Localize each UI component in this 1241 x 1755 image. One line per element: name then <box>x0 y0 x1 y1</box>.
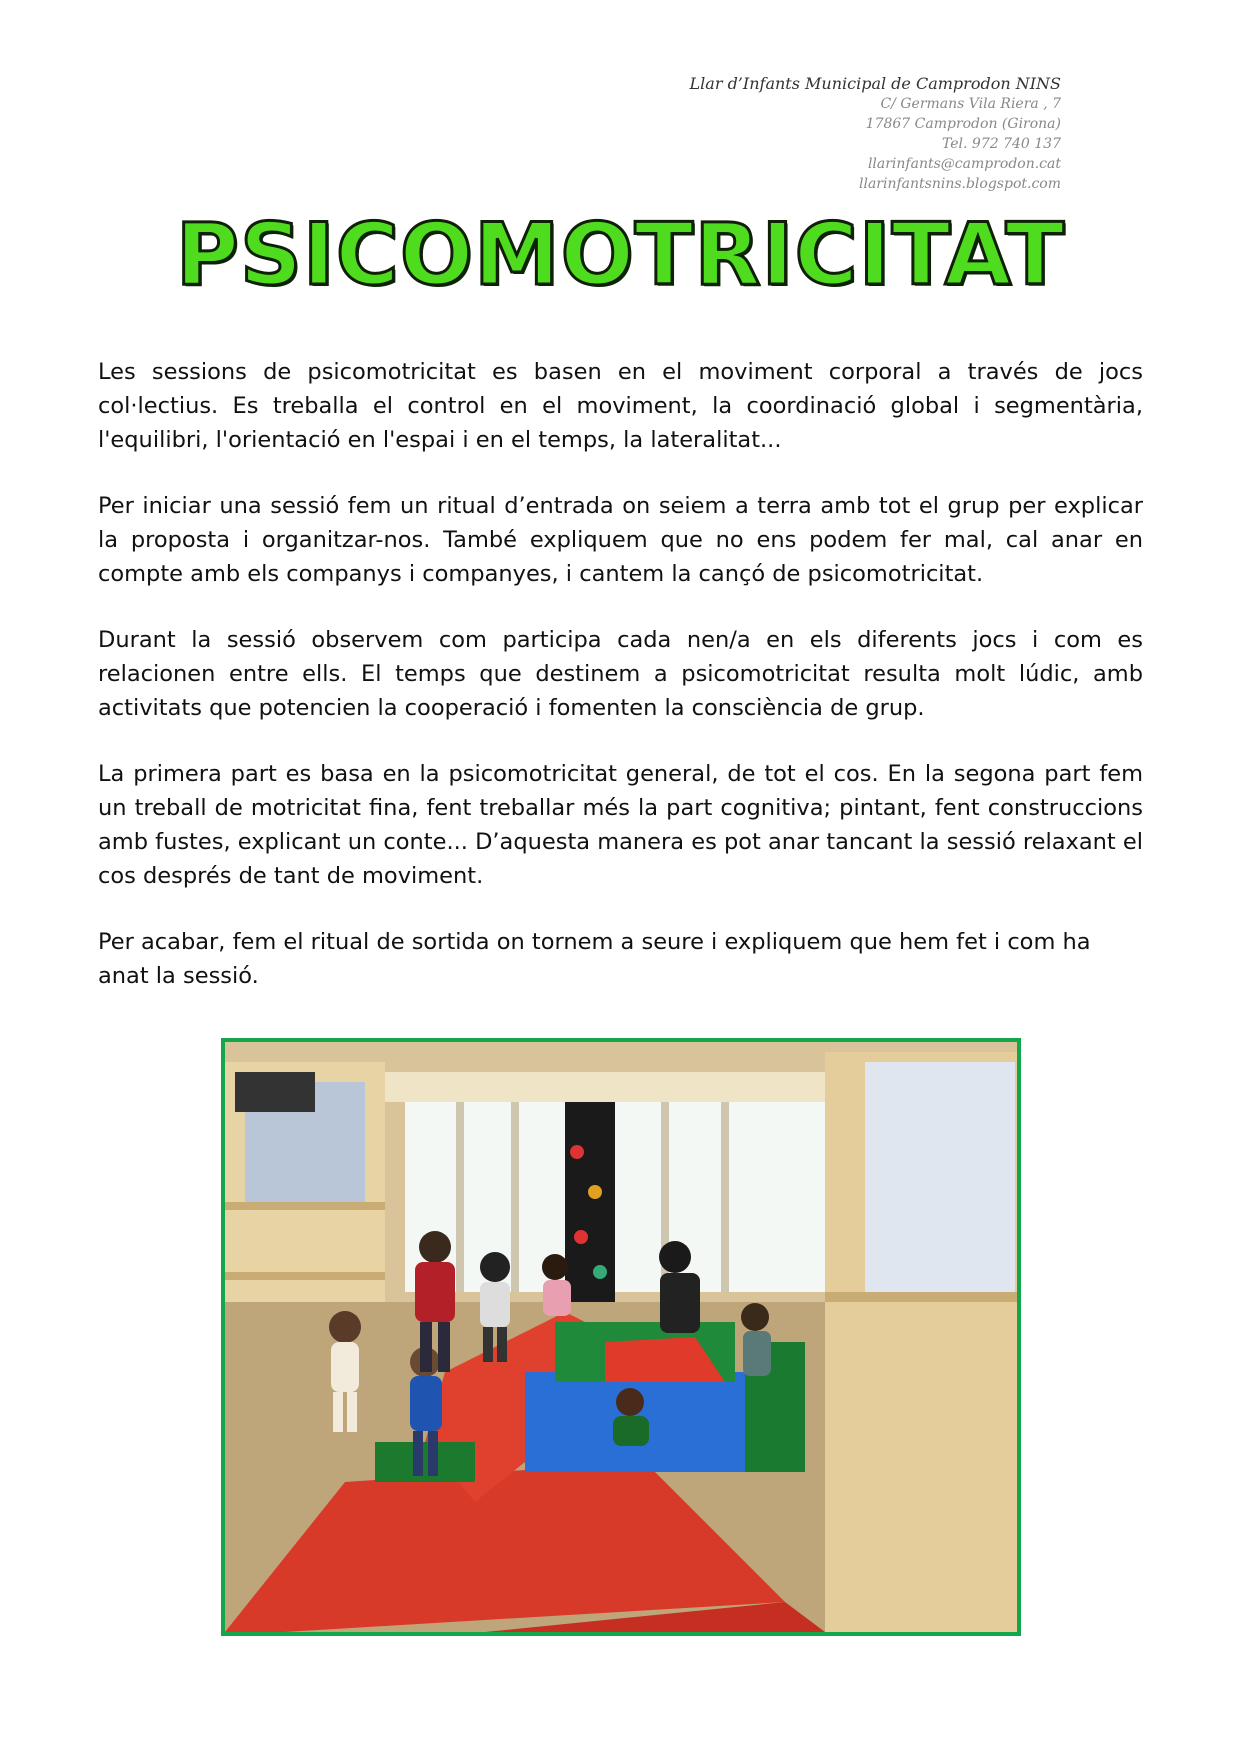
paragraph-1: Les sessions de psicomotricitat es basen en el moviment corporal a través de jocs col·lectius. Es treballa el control en el moviment, la coordinació global i segmentària, l'equilibri, l'orientació en l'espai i en el temps, la lateralitat... <box>98 359 1143 453</box>
paragraph-3: Durant la sessió observem com participa cada nen/a en els diferents jocs i com es relacionen entre ells. El temps que destinem a psicomotricitat resulta molt lúdic, amb activitats que potencien la cooperació i fomenten la consciència de grup. <box>98 627 1143 721</box>
school-blog: llarinfantsnins.blogspot.com <box>858 176 1061 192</box>
letterhead <box>690 74 1061 194</box>
page-title: PSICOMOTRICITAT <box>175 205 1066 305</box>
paragraph-4: La primera part es basa en la psicomotricitat general, de tot el cos. En la segona part fem un treball de motricitat fina, fent treballar més la part cognitiva; pintant, fent construccions amb fustes, explicant un conte... D’aquesta manera es pot anar tancant la sessió relaxant el cos després de tant de moviment. <box>98 761 1143 889</box>
school-phone: Tel. 972 740 137 <box>942 136 1061 152</box>
school-city: 17867 Camprodon (Girona) <box>865 116 1061 132</box>
school-name: Llar d’Infants Municipal de Camprodon NINS <box>689 74 1061 93</box>
paragraph-2: Per iniciar una sessió fem un ritual d’entrada on seiem a terra amb tot el grup per explicar la proposta i organitzar-nos. També expliquem que no ens podem fer mal, cal anar en compte amb els companys i companyes, i cantem la cançó de psicomotricitat. <box>98 493 1143 587</box>
body-text <box>98 355 1143 1025</box>
school-email: llarinfants@camprodon.cat <box>867 156 1061 172</box>
school-address: C/ Germans Vila Riera , 7 <box>880 96 1061 112</box>
classroom-photo <box>221 1038 1021 1636</box>
psychomotor-room-illustration <box>225 1042 1017 1632</box>
paragraph-5: Per acabar, fem el ritual de sortida on tornem a seure i expliquem que hem fet i com ha anat la sessió. <box>98 929 1091 989</box>
